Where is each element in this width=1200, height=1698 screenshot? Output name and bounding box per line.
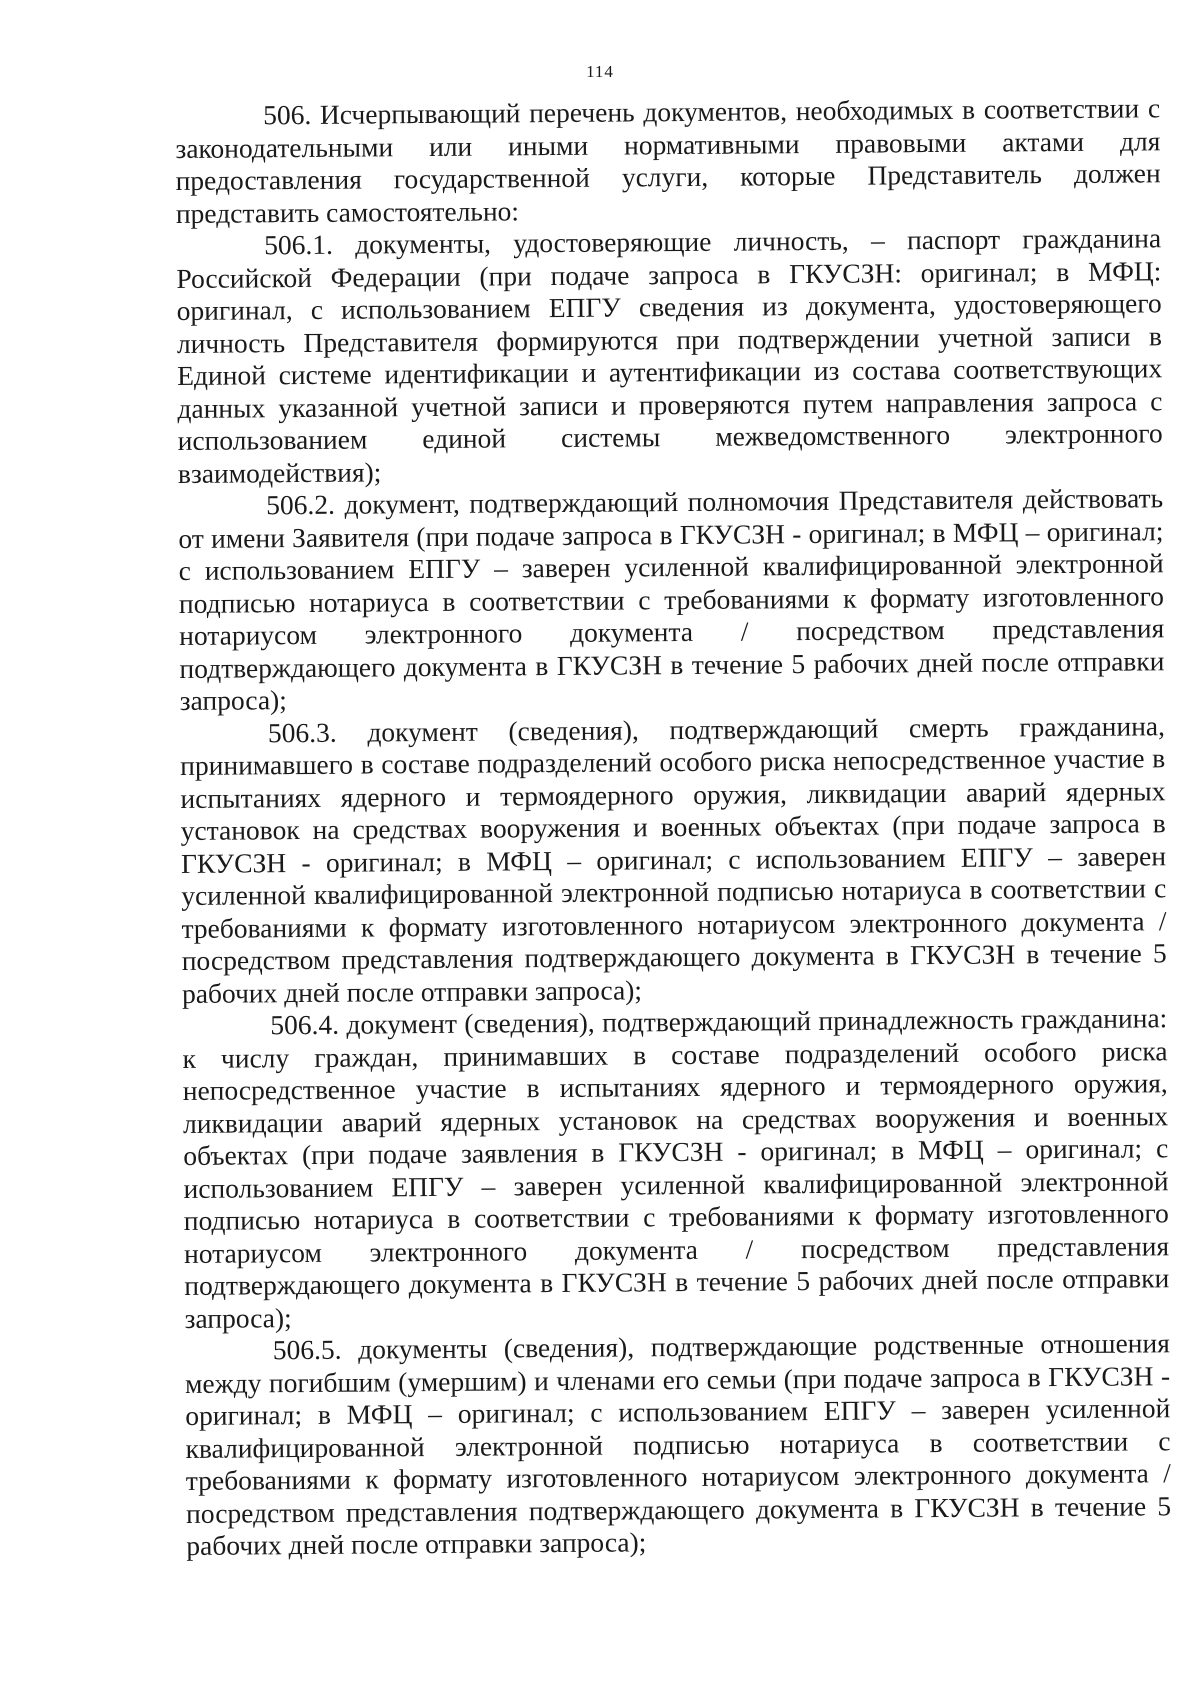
paragraph-506: 506. Исчерпывающий перечень документов, необходимых в соответствии с законодательными или иными нормативными правовыми актами для предоставления государственной услуги, которые Представитель должен представить самостоятельно: <box>175 92 1161 229</box>
page-number: 114 <box>586 62 614 81</box>
paragraph-506-4: 506.4. документ (сведения), подтверждающий принадлежность гражданина: к числу граждан, принимавших в составе подразделений особого риска непосредственное участие в испытаниях ядерного и термоядерного оружия, ликвидации аварий ядерных установок на средствах вооружения и военных объектах (при подаче заявления в ГКУСЗН - оригинал; в МФЦ – оригинал; с использованием ЕПГУ – заверен усиленной квалифицированной электронной подписью нотариуса в соответствии с требованиями к формату изготовленного нотариусом электронного документа / посредством представления подтверждающего документа в ГКУСЗН в течение 5 рабочих дней после отправки запроса); <box>182 1002 1170 1334</box>
paragraph-506-2: 506.2. документ, подтверждающий полномочия Представителя действовать от имени Заявителя (при подаче запроса в ГКУСЗН - оригинал; в МФЦ – оригинал; с использованием ЕПГУ – заверен усиленной квалифицированной электронной подписью нотариуса в соответствии с требованиями к формату изготовленного нотариусом электронного документа / посредством представления подтверждающего документа в ГКУСЗН в течение 5 рабочих дней после отправки запроса); <box>178 482 1165 716</box>
paragraph-506-5: 506.5. документы (сведения), подтверждающие родственные отношения между погибшим (умершим) и членами его семьи (при подаче запроса в ГКУСЗН - оригинал; в МФЦ – оригинал; с использованием ЕПГУ – заверен усиленной квалифицированной электронной подписью нотариуса в соответствии с требованиями к формату изготовленного нотариусом электронного документа / посредством представления подтверждающего документа в ГКУСЗН в течение 5 рабочих дней после отправки запроса); <box>184 1327 1172 1561</box>
paragraph-506-3: 506.3. документ (сведения), подтверждающий смерть гражданина, принимавшего в составе подразделений особого риска непосредственное участие в испытаниях ядерного и термоядерного оружия, ликвидации аварий ядерных установок на средствах вооружения и военных объектах (при подаче запроса в ГКУСЗН - оригинал; в МФЦ – оригинал; с использованием ЕПГУ – заверен усиленной квалифицированной электронной подписью нотариуса в соответствии с требованиями к формату изготовленного нотариусом электронного документа / посредством представления подтверждающего документа в ГКУСЗН в течение 5 рабочих дней после отправки запроса); <box>180 709 1167 1009</box>
paragraph-506-1: 506.1. документы, удостоверяющие личность, – паспорт гражданина Российской Федерации (при подаче запроса в ГКУСЗН: оригинал; в МФЦ: оригинал, с использованием ЕПГУ сведения из документа, удостоверяющего личность Представителя формируются при подтверждении учетной записи в Единой системе идентификации и аутентификации из состава соответствующих данных указанной учетной записи и проверяются путем направления запроса с использованием единой системы межведомственного электронного взаимодействия); <box>176 222 1163 489</box>
document-body <box>175 92 1171 1562</box>
